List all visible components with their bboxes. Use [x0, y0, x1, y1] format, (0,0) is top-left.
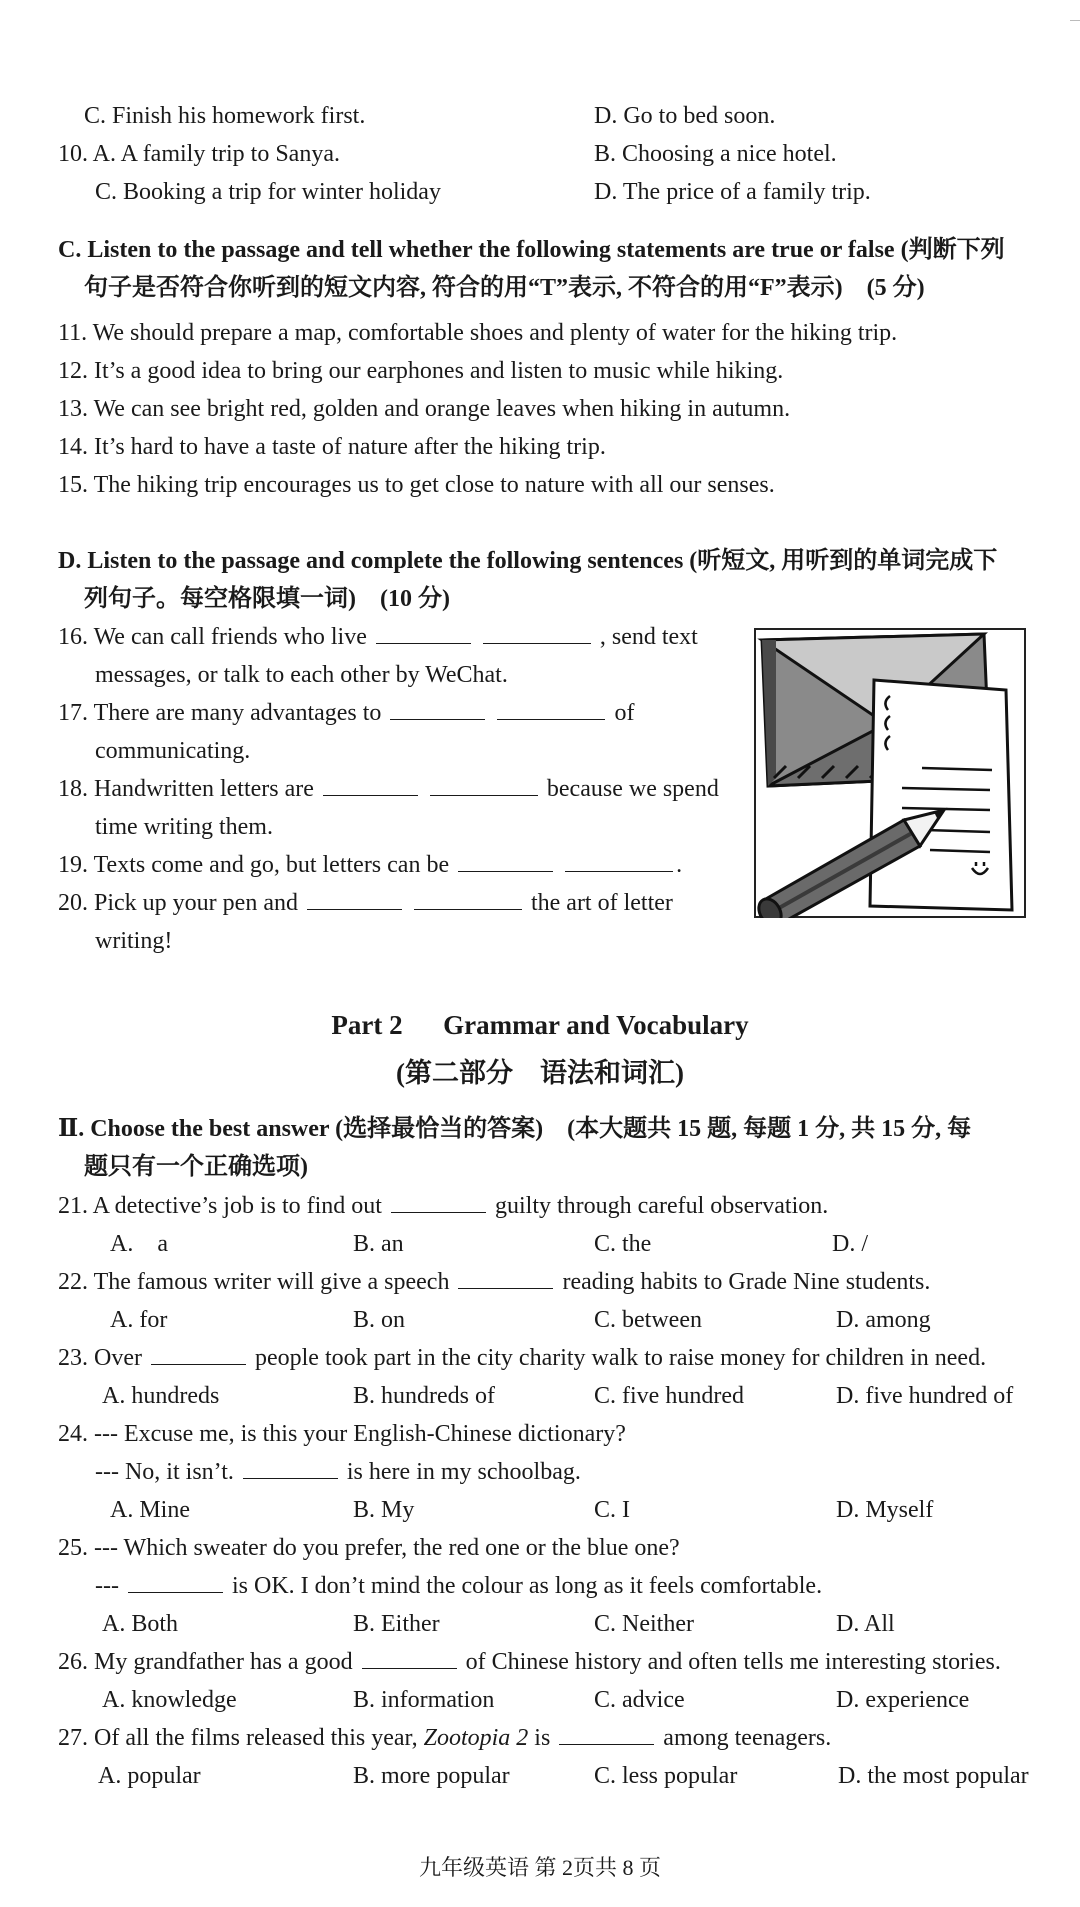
q18: [58, 774, 719, 804]
q22-stem: 22. The famous writer will give a speech: [58, 1269, 450, 1295]
statement-11: 11. We should prepare a map, comfortable shoes and plenty of water for the hiking trip.: [58, 320, 898, 346]
q23-stem: 23. Over: [58, 1345, 142, 1371]
q25-option-a[interactable]: A. Both: [102, 1611, 179, 1637]
letter-paper-icon: [870, 680, 1012, 910]
statement-14: 14. It’s hard to have a taste of nature after the hiking trip.: [58, 434, 606, 460]
q25-blank[interactable]: [128, 1572, 223, 1593]
q27-option-b[interactable]: B. more popular: [353, 1763, 510, 1789]
q18-text: 18. Handwritten letters are: [58, 776, 314, 802]
q23: [58, 1343, 986, 1373]
q22-stem-post: reading habits to Grade Nine students.: [562, 1269, 931, 1295]
q19-text-post: .: [676, 852, 683, 878]
q19-blank-2[interactable]: [565, 851, 673, 872]
q18-blank-1[interactable]: [323, 775, 418, 796]
q21-option-d[interactable]: D. /: [832, 1231, 868, 1257]
q18-blank-2[interactable]: [430, 775, 538, 796]
q27-option-d[interactable]: D. the most popular: [838, 1763, 1029, 1789]
section-ii-heading-cont: 题只有一个正确选项): [84, 1154, 308, 1180]
q26-blank[interactable]: [362, 1648, 457, 1669]
q21-blank[interactable]: [391, 1192, 486, 1213]
q16-text-post: , send text: [599, 624, 698, 650]
q25-option-c[interactable]: C. Neither: [594, 1611, 694, 1637]
q22-option-d[interactable]: D. among: [836, 1307, 931, 1333]
q10-option-a[interactable]: 10. A. A family trip to Sanya.: [58, 141, 340, 167]
q25: [95, 1571, 822, 1601]
q25-option-b[interactable]: B. Either: [353, 1611, 440, 1637]
q22-option-b[interactable]: B. on: [353, 1307, 406, 1333]
q18-line-2: time writing them.: [95, 814, 273, 840]
q22: [58, 1267, 930, 1297]
q9-option-d[interactable]: D. Go to bed soon.: [594, 103, 776, 129]
q21-stem-post: guilty through careful observation.: [494, 1193, 829, 1219]
q24-stem-1: 24. --- Excuse me, is this your English-Chinese dictionary?: [58, 1421, 626, 1447]
q19-blank-1[interactable]: [458, 851, 553, 872]
statement-15: 15. The hiking trip encourages us to get close to nature with all our senses.: [58, 472, 775, 498]
q26-option-d[interactable]: D. experience: [836, 1687, 970, 1713]
q24-option-a[interactable]: A. Mine: [110, 1497, 190, 1523]
q16: [58, 622, 698, 652]
q23-stem-post: people took part in the city charity walk to raise money for children in need.: [254, 1345, 987, 1371]
q22-option-c[interactable]: C. between: [594, 1307, 702, 1333]
q16-blank-1[interactable]: [376, 623, 471, 644]
q25-stem-post: is OK. I don’t mind the colour as long as it feels comfortable.: [231, 1573, 823, 1599]
q26-option-c[interactable]: C. advice: [594, 1687, 685, 1713]
q17-blank-1[interactable]: [390, 699, 485, 720]
q24: [95, 1457, 581, 1487]
q16-line-2: messages, or talk to each other by WeChat.: [95, 662, 508, 688]
q19-text: 19. Texts come and go, but letters can be: [58, 852, 450, 878]
q24-blank[interactable]: [243, 1458, 338, 1479]
q27-stem-mid: is: [534, 1725, 551, 1751]
q17: [58, 698, 634, 728]
q10-option-c[interactable]: C. Booking a trip for winter holiday: [95, 179, 441, 205]
q20-text-post: the art of letter: [530, 890, 673, 916]
q17-line-2: communicating.: [95, 738, 251, 764]
q27-blank[interactable]: [559, 1724, 654, 1745]
q17-text-post: of: [614, 700, 635, 726]
q26-stem: 26. My grandfather has a good: [58, 1649, 353, 1675]
q24-stem-2: --- No, it isn’t.: [95, 1459, 234, 1485]
q22-blank[interactable]: [458, 1268, 553, 1289]
q23-option-b[interactable]: B. hundreds of: [353, 1383, 495, 1409]
q25-option-d[interactable]: D. All: [836, 1611, 895, 1637]
q20-blank-2[interactable]: [414, 889, 522, 910]
q26: [58, 1647, 1001, 1677]
q21-option-c[interactable]: C. the: [594, 1231, 652, 1257]
q19: [58, 850, 682, 880]
q20-text: 20. Pick up your pen and: [58, 890, 298, 916]
section-d-heading-cont: 列句子。每空格限填一词) (10 分): [84, 586, 450, 612]
q27-stem: 27. Of all the films released this year,: [58, 1725, 418, 1751]
q21-stem: 21. A detective’s job is to find out: [58, 1193, 382, 1219]
statement-13: 13. We can see bright red, golden and orange leaves when hiking in autumn.: [58, 396, 791, 422]
q21-option-a[interactable]: A. a: [110, 1231, 168, 1257]
q23-blank[interactable]: [151, 1344, 246, 1365]
q27-film-title: Zootopia 2: [423, 1725, 529, 1751]
q25-stem-1: 25. --- Which sweater do you prefer, the red one or the blue one?: [58, 1535, 680, 1561]
q24-option-c[interactable]: C. I: [594, 1497, 630, 1523]
q17-blank-2[interactable]: [497, 699, 605, 720]
q26-option-b[interactable]: B. information: [353, 1687, 495, 1713]
section-ii-heading: Ⅱ. Choose the best answer (选择最恰当的答案) (本大题共 15 题, 每题 1 分, 共 15 分, 每: [58, 1116, 972, 1142]
q27-stem-post: among teenagers.: [663, 1725, 832, 1751]
q10-option-d[interactable]: D. The price of a family trip.: [594, 179, 871, 205]
section-c-heading: C. Listen to the passage and tell whether the following statements are true or false (判断下列: [58, 237, 1005, 263]
q17-text: 17. There are many advantages to: [58, 700, 382, 726]
q9-option-c[interactable]: C. Finish his homework first.: [84, 103, 366, 129]
q21-option-b[interactable]: B. an: [353, 1231, 404, 1257]
q16-text: 16. We can call friends who live: [58, 624, 367, 650]
q20-line-2: writing!: [95, 928, 173, 954]
part-2-subtitle: (第二部分 语法和词汇): [396, 1058, 684, 1088]
letter-illustration: [754, 628, 1026, 918]
q23-option-d[interactable]: D. five hundred of: [836, 1383, 1014, 1409]
q16-blank-2[interactable]: [483, 623, 591, 644]
part-2-title: Part 2 Grammar and Vocabulary: [331, 1010, 749, 1040]
q24-stem-post: is here in my schoolbag.: [346, 1459, 581, 1485]
q25-stem-2: ---: [95, 1573, 119, 1599]
q20: [58, 888, 673, 918]
q20-blank-1[interactable]: [307, 889, 402, 910]
q10-option-b[interactable]: B. Choosing a nice hotel.: [594, 141, 837, 167]
q23-option-c[interactable]: C. five hundred: [594, 1383, 744, 1409]
scan-edge-mark: [1070, 20, 1080, 31]
q23-option-a[interactable]: A. hundreds: [102, 1383, 220, 1409]
statement-12: 12. It’s a good idea to bring our earphones and listen to music while hiking.: [58, 358, 784, 384]
q21: [58, 1191, 828, 1221]
section-d-heading: D. Listen to the passage and complete the following sentences (听短文, 用听到的单词完成下: [58, 548, 998, 574]
q24-option-d[interactable]: D. Myself: [836, 1497, 934, 1523]
q27: [58, 1723, 831, 1753]
section-c-heading-cont: 句子是否符合你听到的短文内容, 符合的用“T”表示, 不符合的用“F”表示) (5 分): [84, 275, 925, 301]
q26-stem-post: of Chinese history and often tells me interesting stories.: [465, 1649, 1001, 1675]
q24-option-b[interactable]: B. My: [353, 1497, 415, 1523]
q27-option-a[interactable]: A. popular: [98, 1763, 201, 1789]
q26-option-a[interactable]: A. knowledge: [102, 1687, 237, 1713]
q27-option-c[interactable]: C. less popular: [594, 1763, 738, 1789]
q18-text-post: because we spend: [546, 776, 719, 802]
page-footer: 九年级英语 第 2页共 8 页: [418, 1855, 661, 1880]
q22-option-a[interactable]: A. for: [110, 1307, 168, 1333]
